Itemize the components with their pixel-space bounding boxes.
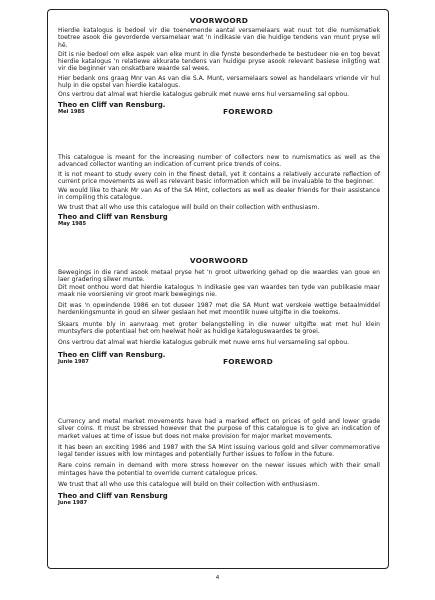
section-heading: FOREWORD <box>223 106 273 116</box>
signature: Theo en Cliff van Rensburg. <box>58 350 166 359</box>
paragraph: Rare coins remain in demand with more stress however on the newer issues which with their small mintages have the potential to override current catalogue prices. <box>58 462 380 477</box>
paragraph: Currency and metal market movements have had a marked effect on prices of gold and lower grade silver coins. It must be stressed however that the purpose of this catalogue is to give an indication of market values at time of issue but does not make provision for major market movements. <box>58 418 380 440</box>
paragraph: Dit was 'n opwindende 1986 en tot duseer 1987 met die SA Munt wat verskeie wettige betaalmiddel herdenkingsmunte in goud en silwer geslaan het met moontlik nuwe uitgifte in die toekoms. <box>58 302 380 317</box>
signature: Theo and Cliff van Rensburg <box>58 492 168 501</box>
date: June 1987 <box>58 500 88 507</box>
paragraph: Ons vertrou dat almal wat hierdie katalogus gebruik met nuwe erns hul versameling sal opbou. <box>58 339 350 347</box>
paragraph: We trust that all who use this catalogue will build on their collection with enthusiasm. <box>58 203 320 211</box>
paragraph: Ons vertrou dat almal wat hierdie katalogus gebruik met nuwe erns hul versameling sal opbou. <box>58 91 350 99</box>
date-row <box>58 356 380 366</box>
signature: Theo and Cliff van Rensburg <box>58 213 168 222</box>
section-voorwoord-1985 <box>58 16 380 115</box>
signature: Theo en Cliff van Rensburg. <box>58 100 166 109</box>
paragraph: Bewegings in die rand asook metaal pryse het 'n groot uitwerking gehad op die waardes van goue en laer gradering silwer munte. <box>58 269 380 284</box>
paragraph: Dit moet onthou word dat hierdie katalogus 'n indikasie gee van waardes ten tyde van publikasie maar maak nie voorsiening vir groot mark bewegings nie. <box>58 283 380 298</box>
date: Mei 1985 <box>58 108 85 115</box>
section-voorwoord-1987 <box>58 256 380 365</box>
section-foreword-1987 <box>58 418 380 506</box>
section-heading: VOORWOORD <box>189 256 249 265</box>
paragraph: We would like to thank Mr van As of the SA Mint, collectors as well as dealer friends for their assistance in compiling this catalogue. <box>58 187 380 202</box>
paragraph: We trust that all who use this catalogue will build on their collection with enthusiasm. <box>58 481 320 489</box>
date-row <box>58 106 380 116</box>
section-foreword-1985 <box>58 154 380 227</box>
paragraph: This catalogue is meant for the increasing number of collectors new to numismatics as well as the advanced collector wanting an indication of current price trends of coins. <box>58 154 380 169</box>
section-heading: FOREWORD <box>223 356 273 366</box>
paragraph: Hier bedank ons graag Mnr van As van die S.A. Munt, versamelaars sowel as handelaars vriende vir hul hulp in die opstel van hierdie katalogus. <box>58 74 380 90</box>
paragraph: Hierdie katalogus is bedoel vir die toenemende aantal versamelaars wat nuut tot die numismatiek toetree asook die gevorderde versamelaar wat 'n indikasie van die huidige tendens van munt pryse wil hê. <box>58 27 380 49</box>
paragraph: It has been an exciting 1986 and 1987 with the SA Mint issuing various gold and silver commemorative legal tender issues with low mintages and potentially further issues to follow in the future. <box>58 443 380 459</box>
paragraph: Dit is nie bedoel om elke aspek van elke munt in die fynste besonderhede te bestudeer nie en tog bevat hierdie katalogus 'n relatiewe akkurate tendens van huidige pryse asook relevant basiese inligting wat vir die beginner van onskatbare waarde sal wees. <box>58 50 380 73</box>
paragraph: Skaars munte bly in aanvraag met groter belangstelling in die nuwer uitgifte wat met hul klein muntsyfers die potentiaal het om heelwat hoër as huidige kataloguswaardes te groei. <box>58 320 380 336</box>
page-number: 4 <box>215 575 220 581</box>
date: Junie 1987 <box>58 358 89 365</box>
section-heading: VOORWOORD <box>189 16 249 25</box>
date: May 1985 <box>58 221 87 228</box>
paragraph: It is not meant to study every coin in the finest detail, yet it contains a relatively accurate reflection of current price movements as well as relevant basic information which will be invaluable to the beginner. <box>58 170 380 185</box>
